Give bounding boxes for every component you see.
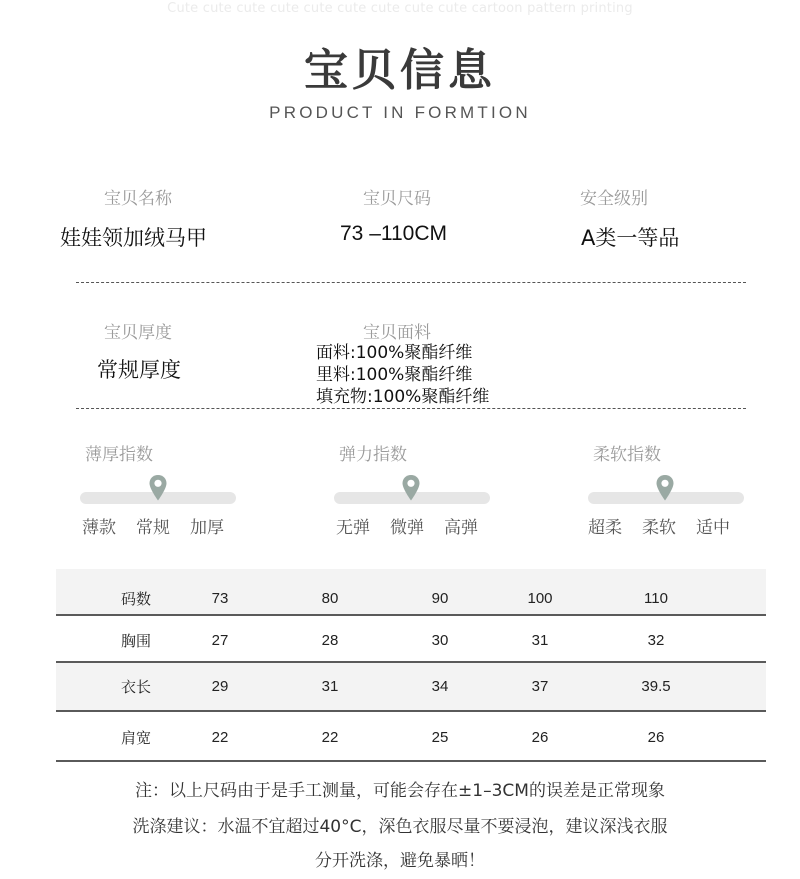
location-pin-icon (148, 474, 168, 502)
elasticity-option-slight: 微弹 (390, 518, 424, 538)
dashed-divider (76, 282, 746, 283)
row-header-chest: 胸围 (120, 632, 151, 650)
table-cell: 34 (431, 678, 449, 695)
location-pin-icon (655, 474, 675, 502)
table-cell: 27 (211, 632, 229, 649)
table-cell: 32 (647, 632, 665, 649)
elasticity-index (334, 440, 494, 540)
thickness-label: 宝贝厚度 (104, 323, 172, 343)
softness-option-moderate: 适中 (696, 518, 730, 538)
product-size-label: 宝贝尺码 (363, 189, 431, 209)
softness-option-soft: 柔软 (642, 518, 676, 538)
table-cell: 73 (211, 590, 229, 607)
table-cell: 100 (527, 590, 553, 607)
fabric-line-filling: 填充物:100%聚酯纤维 (316, 387, 490, 407)
table-cell: 30 (431, 632, 449, 649)
table-cell: 22 (211, 729, 229, 746)
table-cell: 25 (431, 729, 449, 746)
safety-level-value: A类一等品 (581, 226, 680, 250)
fabric-label: 宝贝面料 (363, 323, 431, 343)
fabric-line-lining: 里料:100%聚酯纤维 (316, 365, 473, 385)
size-table (56, 569, 766, 762)
table-cell: 31 (531, 632, 549, 649)
table-row (56, 616, 766, 663)
table-cell: 28 (321, 632, 339, 649)
table-cell: 29 (211, 678, 229, 695)
thickness-option-thick: 加厚 (190, 518, 224, 538)
table-cell: 22 (321, 729, 339, 746)
row-header-length: 衣长 (120, 678, 151, 696)
thickness-value: 常规厚度 (97, 358, 181, 382)
thickness-option-regular: 常规 (136, 518, 170, 538)
table-cell: 80 (321, 590, 339, 607)
washing-advice: 洗涤建议：水温不宜超过40°C，深色衣服尽量不要浸泡，建议深浅衣服 (132, 817, 668, 837)
washing-advice-continued: 分开洗涤，避免暴晒！ (315, 851, 485, 871)
page-subtitle: PRODUCT IN FORMTION (269, 103, 531, 122)
table-cell: 39.5 (641, 678, 671, 695)
thickness-option-thin: 薄款 (82, 518, 116, 538)
product-name-label: 宝贝名称 (104, 189, 172, 209)
table-cell: 110 (644, 590, 668, 607)
table-row (56, 569, 766, 616)
thickness-index-label: 薄厚指数 (85, 445, 153, 465)
elasticity-option-high: 高弹 (444, 518, 478, 538)
elasticity-index-label: 弹力指数 (339, 445, 407, 465)
table-cell: 26 (647, 729, 665, 746)
table-row (56, 712, 766, 762)
thickness-index (80, 440, 240, 540)
elasticity-option-none: 无弹 (336, 518, 370, 538)
softness-index (588, 440, 748, 540)
measurement-note: 注：以上尺码由于是手工测量，可能会存在±1–3CM的误差是正常现象 (135, 781, 665, 801)
softness-option-super-soft: 超柔 (588, 518, 622, 538)
table-cell: 90 (431, 590, 449, 607)
row-header-size: 码数 (120, 590, 151, 608)
page-title: 宝贝信息 (304, 45, 496, 96)
location-pin-icon (401, 474, 421, 502)
softness-index-label: 柔软指数 (593, 445, 661, 465)
row-header-shoulder: 肩宽 (120, 729, 151, 747)
watermark-text: Cute cute cute cute cute cute cute cute cute cartoon pattern printing (167, 1, 633, 16)
dashed-divider (76, 408, 746, 409)
table-cell: 26 (531, 729, 549, 746)
table-cell: 31 (321, 678, 339, 695)
safety-level-label: 安全级别 (580, 189, 648, 209)
row-divider (56, 760, 766, 762)
table-cell: 37 (531, 678, 549, 695)
product-name-value: 娃娃领加绒马甲 (60, 226, 207, 250)
product-size-value: 73 –110CM (340, 222, 448, 245)
fabric-line-outer: 面料:100%聚酯纤维 (316, 343, 473, 363)
table-row (56, 663, 766, 712)
